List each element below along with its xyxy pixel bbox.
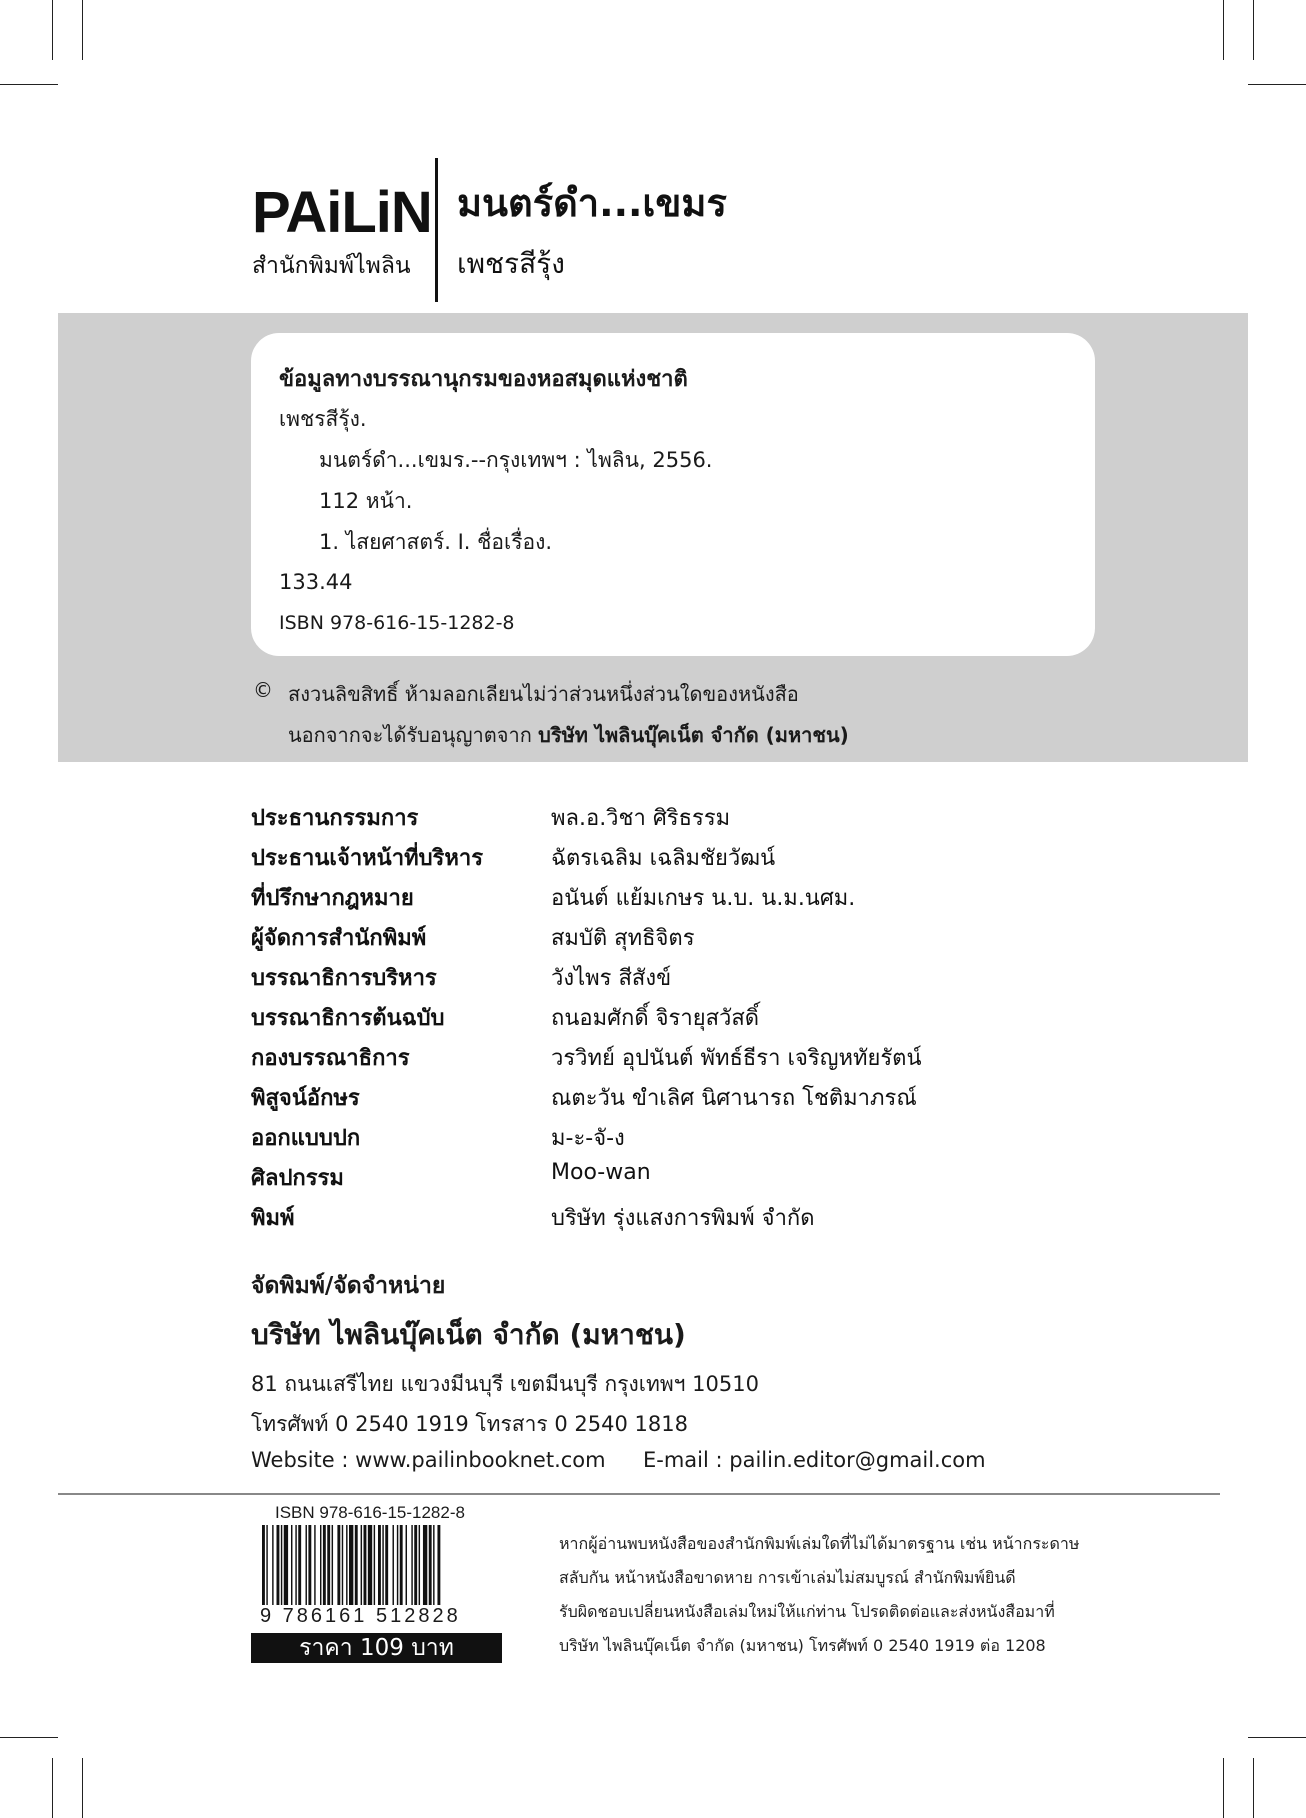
barcode-isbn: ISBN 978-616-15-1282-8 (275, 1503, 465, 1522)
barcode-bar (437, 1525, 440, 1617)
crop-mark (1248, 84, 1306, 85)
staff-name: อนันต์ แย้มเกษร น.บ. น.ม.นศม. (551, 886, 856, 911)
cip-author: เพชรสีรุ้ง. (279, 407, 367, 431)
barcode-bar (406, 1525, 407, 1617)
crop-mark (1223, 1758, 1224, 1818)
staff-name: ฉัตรเฉลิม เฉลิมชัยวัฒน์ (551, 846, 776, 871)
staff-name: พล.อ.วิชา ศิริธรรม (551, 806, 731, 831)
publisher-phone: โทรศัพท์ 0 2540 1919 โทรสาร 0 2540 1818 (251, 1412, 688, 1436)
staff-role: ประธานเจ้าหน้าที่บริหาร (251, 846, 484, 871)
staff-role: พิมพ์ (251, 1206, 295, 1231)
staff-name: วรวิทย์ อุปนันต์ พัทธ์ธีรา เจริญหทัยรัตน์ (551, 1046, 922, 1071)
barcode-bar (397, 1525, 398, 1617)
bottom-divider (58, 1493, 1220, 1495)
staff-role: ประธานกรรมการ (251, 806, 419, 831)
staff-name: ณตะวัน ขำเลิศ นิศานารถ โชติมาภรณ์ (551, 1086, 917, 1111)
publisher-heading: จัดพิมพ์/จัดจำหน่าย (251, 1273, 446, 1299)
crop-mark (1253, 0, 1254, 60)
publisher-name: บริษัท ไพลินบุ๊คเน็ต จำกัด (มหาชน) (251, 1318, 686, 1351)
crop-mark (52, 0, 53, 60)
staff-role: ออกแบบปก (251, 1126, 361, 1151)
barcode-bar (423, 1525, 427, 1617)
publisher-address: 81 ถนนเสรีไทย แขวงมีนบุรี เขตมีนบุรี กรุงเทพฯ 10510 (251, 1372, 759, 1396)
crop-mark (1248, 1737, 1306, 1738)
staff-name: ถนอมศักดิ์ จิรายุสวัสดิ์ (551, 1006, 760, 1031)
crop-mark (0, 84, 58, 85)
barcode-bar (385, 1525, 388, 1617)
staff-role: ศิลปกรรม (251, 1166, 344, 1191)
publisher-logo: PAiLiN (252, 180, 432, 245)
barcode-bar (323, 1525, 326, 1617)
cip-subjects: 1. ไสยศาสตร์. I. ชื่อเรื่อง. (319, 530, 553, 554)
book-title: มนตร์ดำ...เขมร (457, 181, 727, 225)
barcode-bar (361, 1525, 362, 1617)
barcode-bar (414, 1525, 417, 1617)
copyright-symbol: © (253, 678, 273, 702)
barcode-bar (320, 1525, 321, 1617)
barcode-bar (382, 1525, 383, 1617)
barcode-digits: 9 786161 512828 (258, 1605, 500, 1628)
barcode-bar (281, 1525, 282, 1617)
email-link[interactable]: E-mail : pailin.editor@gmail.com (642, 1448, 986, 1472)
barcode-bar (433, 1525, 434, 1617)
barcode-bar (355, 1525, 358, 1617)
staff-role: บรรณาธิการบริหาร (251, 966, 437, 991)
crop-mark (1223, 0, 1224, 60)
barcode-bar (393, 1525, 394, 1617)
copyright-line-1: สงวนลิขสิทธิ์ ห้ามลอกเลียนไม่ว่าส่วนหนึ่งส่วนใดของหนังสือ (288, 682, 799, 706)
staff-name: บริษัท รุ่งแสงการพิมพ์ จำกัด (551, 1206, 815, 1231)
crop-mark (82, 1758, 83, 1818)
barcode-bar (308, 1525, 311, 1617)
barcode-bar (342, 1525, 343, 1617)
barcode-bar (429, 1525, 432, 1617)
copyright-company: บริษัท ไพลินบุ๊คเน็ต จำกัด (มหาชน) (538, 723, 849, 747)
cip-isbn: ISBN 978-616-15-1282-8 (279, 612, 515, 634)
staff-name: สมบัติ สุทธิจิตร (551, 926, 695, 951)
barcode-bar (266, 1525, 267, 1617)
staff-role: ผู้จัดการสำนักพิมพ์ (251, 926, 427, 951)
cip-title: มนตร์ดำ...เขมร.--กรุงเทพฯ : ไพลิน, 2556. (319, 448, 713, 472)
publisher-contact (251, 1448, 986, 1472)
barcode-bar (314, 1525, 315, 1617)
staff-role: ที่ปรึกษากฎหมาย (251, 886, 414, 911)
copyright-prefix: นอกจากจะได้รับอนุญาตจาก (288, 723, 532, 747)
staff-role: กองบรรณาธิการ (251, 1046, 410, 1071)
staff-role: บรรณาธิการต้นฉบับ (251, 1006, 445, 1031)
price-label: ราคา 109 บาท (251, 1633, 502, 1663)
barcode-bar (332, 1525, 333, 1617)
copyright-line-2 (288, 719, 849, 751)
barcode-bar (277, 1525, 280, 1617)
publisher-logo-subtitle: สำนักพิมพ์ไพลิน (252, 253, 411, 279)
staff-name: ม-ะ-จั-ง (551, 1126, 625, 1151)
website-link[interactable]: Website : www.pailinbooknet.com (251, 1448, 606, 1472)
staff-name: วังไพร สีสังข์ (551, 966, 672, 991)
barcode-bar (419, 1525, 420, 1617)
notice-line: สลับกัน หน้าหนังสือขาดหาย การเข้าเล่มไม่สมบูรณ์ สำนักพิมพ์ยินดี (559, 1568, 1016, 1587)
header-divider (435, 158, 438, 302)
barcode-bar (346, 1525, 347, 1617)
barcode-bar (327, 1525, 330, 1617)
barcode-bar (284, 1525, 288, 1617)
notice-line: หากผู้อ่านพบหนังสือของสำนักพิมพ์เล่มใดที่ไม่ได้มาตรฐาน เช่น หน้ากระดาษ (559, 1534, 1080, 1553)
barcode-bar (306, 1525, 307, 1617)
barcode-image (258, 1525, 498, 1617)
barcode-bar (349, 1525, 353, 1617)
staff-name: Moo-wan (551, 1160, 651, 1185)
staff-role: พิสูจน์อักษร (251, 1086, 360, 1111)
book-author: เพชรสีรุ้ง (457, 247, 565, 280)
cip-pages: 112 หน้า. (319, 489, 413, 513)
cip-classification: 133.44 (279, 570, 353, 594)
cip-heading: ข้อมูลทางบรรณานุกรมของหอสมุดแห่งชาติ (279, 367, 688, 392)
barcode-bar (295, 1525, 296, 1617)
barcode-bar (368, 1525, 372, 1617)
barcode-bar (298, 1525, 301, 1617)
barcode-bar (364, 1525, 367, 1617)
crop-mark (52, 1758, 53, 1818)
notice-line: บริษัท ไพลินบุ๊คเน็ต จำกัด (มหาชน) โทรศัพท์ 0 2540 1919 ต่อ 1208 (559, 1636, 1046, 1655)
crop-mark (0, 1737, 58, 1738)
barcode-bar (400, 1525, 403, 1617)
barcode-bar (272, 1525, 273, 1617)
barcode-bar (378, 1525, 381, 1617)
crop-mark (1253, 1758, 1254, 1818)
barcode-bar (262, 1525, 265, 1617)
notice-line: รับผิดชอบเปลี่ยนหนังสือเล่มใหม่ให้แก่ท่าน โปรดติดต่อและส่งหนังสือมาที่ (559, 1602, 1055, 1621)
barcode-bar (337, 1525, 340, 1617)
barcode-bar (374, 1525, 375, 1617)
crop-mark (82, 0, 83, 60)
barcode-bar (411, 1525, 412, 1617)
barcode-bar (291, 1525, 292, 1617)
